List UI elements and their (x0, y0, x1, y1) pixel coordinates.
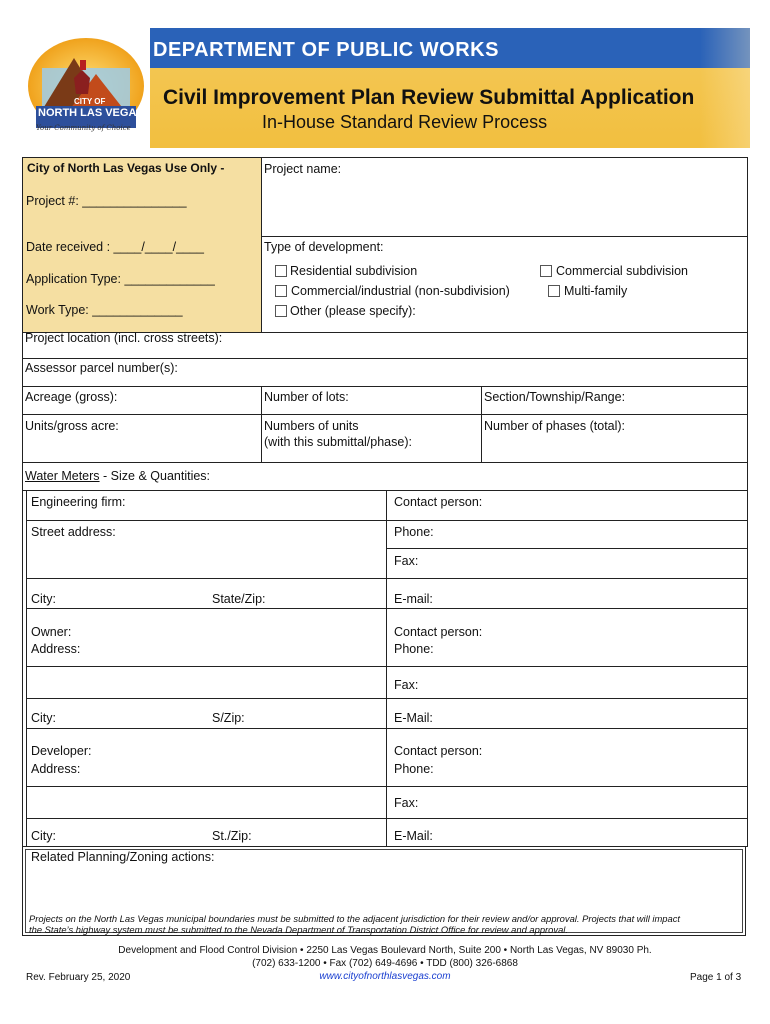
eng-phone-label: Phone: (394, 525, 434, 539)
form-border-right (747, 157, 748, 847)
logo-city-of: CITY OF (74, 97, 106, 106)
other-option: Other (please specify): (290, 304, 416, 318)
owner-label: Owner: (31, 625, 72, 639)
city-logo (22, 28, 150, 158)
footer-phones: (702) 633-1200 • Fax (702) 649-4696 • TDD (800) 326-6868 (252, 958, 518, 969)
footer-website-link[interactable]: www.cityofnorthlasvegas.com (319, 971, 451, 982)
section-township-range-label: Section/Township/Range: (484, 390, 626, 404)
revision-date: Rev. February 25, 2020 (26, 972, 131, 983)
page-subtitle: In-House Standard Review Process (262, 112, 548, 132)
logo-tagline: Your Community of Choice (36, 124, 131, 132)
divider-office-project (261, 157, 262, 332)
logo-city-name: NORTH LAS VEGAS (38, 107, 144, 119)
page-title: Civil Improvement Plan Review Submittal Application (163, 86, 695, 109)
units-per-acre-label: Units/gross acre: (25, 419, 119, 433)
apn-input[interactable] (186, 362, 746, 384)
eng-city-label: City: (31, 592, 56, 606)
eng-street-label: Street address: (31, 525, 116, 539)
multifamily-option: Multi-family (564, 284, 628, 298)
owner-city-label: City: (31, 711, 56, 725)
related-actions-label: Related Planning/Zoning actions: (31, 850, 215, 864)
contact-inner-left (26, 490, 27, 847)
developer-phone-label: Phone: (394, 762, 434, 776)
city-seal-icon (22, 28, 150, 158)
acreage-label: Acreage (gross): (25, 390, 118, 404)
apn-label: Assessor parcel number(s): (25, 361, 178, 375)
divider-col1 (261, 386, 262, 462)
contact-mid-divider (386, 490, 387, 847)
location-label: Project location (incl. cross streets): (25, 331, 223, 345)
jurisdiction-note-line1: Projects on the North Las Vegas municipal boundaries must be submitted to the adjacent jurisdiction for their review and/or approval. Projects that will impact (29, 913, 681, 924)
project-name-input[interactable] (264, 180, 748, 234)
multifamily-checkbox[interactable] (548, 285, 560, 297)
owner-szip-label: S/Zip: (212, 711, 245, 725)
divider-dev-top (26, 728, 748, 729)
footer-address: Development and Flood Control Division • 2250 Las Vegas Boulevard North, Suite 200 • North Las Vegas, NV 89030 Ph. (118, 945, 652, 956)
developer-city-label: City: (31, 829, 56, 843)
related-actions-input[interactable] (30, 866, 746, 912)
developer-fax-label: Fax: (394, 796, 419, 810)
page-number: Page 1 of 3 (690, 972, 742, 983)
developer-email-label: E-Mail: (394, 829, 433, 843)
work-type-field[interactable]: Work Type: _____________ (26, 303, 183, 317)
divider-col2 (481, 386, 482, 462)
owner-email-label: E-Mail: (394, 711, 433, 725)
divider-eng-3 (26, 578, 748, 579)
developer-stzip-label: St./Zip: (212, 829, 252, 843)
units-label: Numbers of units (264, 419, 359, 433)
developer-contact-label: Contact person: (394, 744, 483, 758)
divider-owner-2 (26, 698, 748, 699)
divider-eng-top (22, 490, 748, 491)
residential-option: Residential subdivision (290, 264, 418, 278)
eng-contact-label: Contact person: (394, 495, 483, 509)
department-heading: DEPARTMENT OF PUBLIC WORKS (153, 39, 499, 61)
owner-fax-label: Fax: (394, 678, 419, 692)
divider-owner-top (26, 608, 748, 609)
developer-label: Developer: (31, 744, 92, 758)
water-meters-label (25, 469, 210, 484)
divider-apn (22, 358, 748, 359)
divider-eng-2 (386, 548, 748, 549)
divider-dev-2 (26, 818, 748, 819)
commercial-sub-option: Commercial subdivision (556, 264, 688, 278)
divider-projectname (261, 236, 748, 237)
development-type-label: Type of development: (264, 240, 384, 254)
engineering-firm-label: Engineering firm: (31, 495, 126, 509)
divider-eng-1 (26, 520, 748, 521)
divider-units (22, 414, 748, 415)
water-meters-rest: - Size & Quantities: (99, 469, 211, 483)
lots-label: Number of lots: (264, 390, 349, 404)
project-name-label: Project name: (264, 162, 342, 176)
application-type-field[interactable]: Application Type: _____________ (26, 272, 215, 286)
water-meters-underlined: Water Meters (25, 469, 100, 483)
owner-phone-label: Phone: (394, 642, 434, 656)
project-number-field[interactable]: Project #: _______________ (26, 194, 187, 208)
divider-acreage (22, 386, 748, 387)
divider-water (22, 462, 748, 463)
divider-dev-1 (26, 786, 748, 787)
residential-checkbox[interactable] (275, 265, 287, 277)
developer-address-label: Address: (31, 762, 81, 776)
commercial-sub-checkbox[interactable] (540, 265, 552, 277)
eng-statezip-label: State/Zip: (212, 592, 266, 606)
office-use-heading: City of North Las Vegas Use Only - (27, 161, 225, 175)
form-border-left (22, 157, 23, 847)
divider-owner-1 (26, 666, 748, 667)
owner-contact-label: Contact person: (394, 625, 483, 639)
jurisdiction-note-line2: the State’s highway system must be submitted to the Nevada Department of Transportation District Office for review and approval. (29, 924, 568, 935)
location-input[interactable] (230, 334, 746, 356)
owner-address-label: Address: (31, 642, 81, 656)
eng-fax-label: Fax: (394, 554, 419, 568)
date-received-field[interactable]: Date received : ____/____/____ (26, 240, 204, 254)
commercial-ind-option: Commercial/industrial (non-subdivision) (291, 284, 510, 298)
phases-label: Number of phases (total): (484, 419, 626, 433)
form-border-top (22, 157, 748, 158)
other-checkbox[interactable] (275, 305, 287, 317)
units-label-sub: (with this submittal/phase): (264, 435, 412, 449)
banner-sheen (700, 28, 750, 148)
eng-email-label: E-mail: (394, 592, 433, 606)
commercial-ind-checkbox[interactable] (275, 285, 287, 297)
